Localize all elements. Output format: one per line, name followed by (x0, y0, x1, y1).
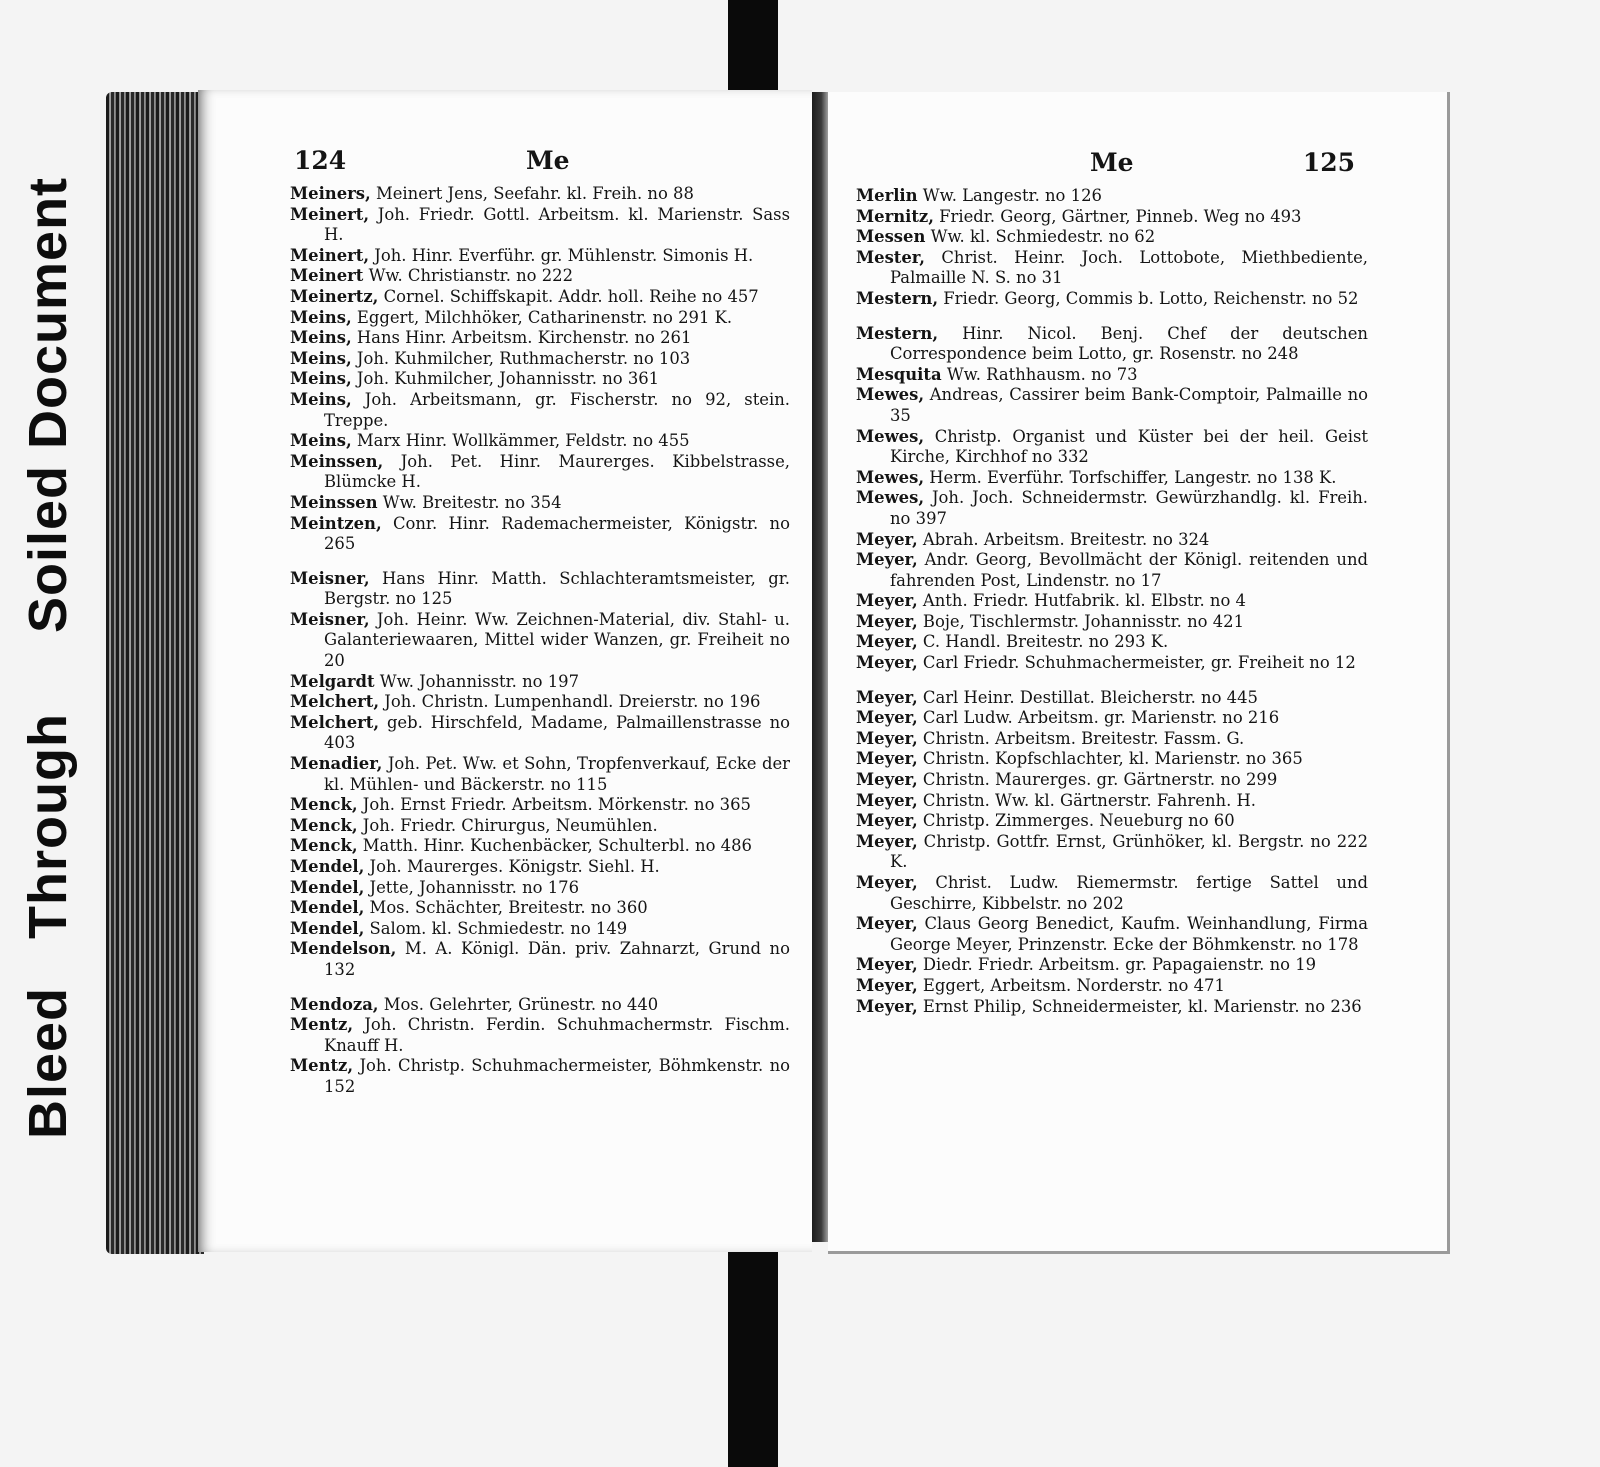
binding-strap-bottom (728, 1228, 778, 1467)
directory-entry (290, 493, 790, 514)
entry-details: Mos. Gelehrter, Grünestr. no 440 (383, 994, 659, 1014)
entry-surname: Meyer, (856, 975, 918, 995)
entry-surname: Meyer, (856, 790, 918, 810)
directory-entry (290, 349, 790, 370)
directory-entry (290, 514, 790, 555)
entry-surname: Meyer, (856, 687, 918, 707)
directory-entry (290, 857, 790, 878)
directory-entry (290, 713, 790, 754)
entry-surname: Meins, (290, 328, 352, 348)
entry-details: Jette, Johannisstr. no 176 (369, 877, 579, 897)
entry-details: Matth. Hinr. Kuchenbäcker, Schulterbl. no 486 (362, 836, 752, 856)
directory-entry (856, 632, 1368, 653)
entry-details: Christp. Zimmerges. Neueburg no 60 (922, 811, 1235, 831)
entry-details: Joh. Christn. Ferdin. Schuhmachermstr. Fischm. Knauff H. (324, 1015, 790, 1055)
directory-entry (856, 688, 1368, 709)
entry-details: Hans Hinr. Matth. Schlachteramtsmeister, gr. Bergstr. no 125 (324, 568, 791, 609)
directory-entry (856, 749, 1368, 770)
left-page (198, 90, 812, 1252)
entry-details: Andreas, Cassirer beim Bank-Comptoir, Palmaille no 35 (890, 385, 1368, 425)
entry-details: Mos. Schächter, Breitestr. no 360 (369, 898, 648, 918)
entry-details: Christn. Kopfschlachter, kl. Marienstr. no 365 (922, 749, 1303, 769)
directory-entry (290, 816, 790, 837)
directory-entry (856, 385, 1368, 426)
entry-details: Joh. Heinr. Ww. Zeichnen-Material, div. Stahl- u. Galanteriewaaren, Mittel wider Wanzen, gr. Freiheit no 20 (324, 609, 790, 671)
directory-entry (290, 308, 790, 329)
entry-details: C. Handl. Breitestr. no 293 K. (922, 632, 1169, 652)
directory-entry (856, 955, 1368, 976)
entry-surname: Meiners, (290, 184, 371, 203)
directory-entry (856, 791, 1368, 812)
left-page-header (198, 146, 812, 186)
directory-entry (290, 795, 790, 816)
entry-details: Ernst Philip, Schneidermeister, kl. Marienstr. no 236 (922, 996, 1362, 1016)
entry-details: Joh. Friedr. Chirurgus, Neumühlen. (362, 815, 658, 835)
directory-entry (856, 914, 1368, 955)
entry-details: Joh. Joch. Schneidermstr. Gewürzhandlg. kl. Freih. no 397 (890, 488, 1368, 528)
entry-surname: Meyer, (856, 653, 918, 673)
directory-entry (856, 729, 1368, 750)
entry-details: Friedr. Georg, Commis b. Lotto, Reichenstr. no 52 (943, 288, 1359, 308)
entry-details: Andr. Georg, Bevollmächt der Königl. reitenden und fahrenden Post, Lindenstr. no 17 (890, 550, 1369, 590)
entry-details: Christn. Ww. kl. Gärtnerstr. Fahrenh. H. (922, 790, 1256, 810)
entry-surname: Meins, (290, 431, 352, 451)
directory-entry (856, 997, 1368, 1018)
entry-surname: Mentz, (290, 1015, 354, 1035)
entry-surname: Mewes, (856, 426, 925, 446)
entry-surname: Melgardt (290, 671, 375, 691)
entry-surname: Meins, (290, 389, 352, 409)
entry-details: Hans Hinr. Arbeitsm. Kirchenstr. no 261 (356, 328, 692, 348)
entry-surname: Meyer, (856, 550, 918, 570)
entry-surname: Mentz, (290, 1056, 354, 1076)
directory-entry (856, 612, 1368, 633)
entry-details: Conr. Hinr. Rademachermeister, Königstr. no 265 (324, 513, 790, 554)
directory-entry (290, 754, 790, 795)
entry-surname: Menck, (290, 836, 358, 856)
stamp-word-through: Through (18, 712, 79, 939)
entry-details: Joh. Hinr. Everführ. gr. Mühlenstr. Simonis H. (374, 245, 754, 265)
entry-details: Abrah. Arbeitsm. Breitestr. no 324 (922, 529, 1210, 549)
entry-details: Joh. Christp. Schuhmachermeister, Böhmkenstr. no 152 (324, 1056, 791, 1096)
entry-details: Ww. Rathhausm. no 73 (946, 364, 1138, 384)
directory-entry (856, 186, 1368, 207)
entry-details: Carl Heinr. Destillat. Bleicherstr. no 445 (922, 687, 1258, 707)
right-page-number: 125 (1302, 148, 1355, 177)
entry-surname: Messen (856, 227, 926, 247)
entry-details: Marx Hinr. Wollkämmer, Feldstr. no 455 (356, 431, 690, 451)
right-page-header (828, 148, 1447, 188)
entry-surname: Meyer, (856, 831, 918, 851)
entry-details: Joh. Maurerges. Königstr. Siehl. H. (369, 857, 660, 876)
entry-surname: Mesquita (856, 364, 942, 384)
left-page-entries (290, 184, 790, 1098)
entry-details: Meinert Jens, Seefahr. kl. Freih. no 88 (375, 184, 694, 203)
entry-details: Christn. Maurerges. gr. Gärtnerstr. no 299 (922, 770, 1278, 790)
directory-entry (856, 468, 1368, 489)
entry-details: Joh. Kuhmilcher, Johannisstr. no 361 (356, 369, 660, 389)
entry-surname: Meyer, (856, 708, 918, 728)
directory-entry (290, 246, 790, 267)
directory-entry (290, 328, 790, 349)
entry-details: Christ. Heinr. Joch. Lottobote, Miethbediente, Palmaille N. S. no 31 (890, 247, 1369, 288)
bleed-through-stamp (18, 140, 79, 1175)
entry-surname: Mendoza, (290, 994, 379, 1014)
directory-entry (856, 207, 1368, 228)
entry-details: Christn. Arbeitsm. Breitestr. Fassm. G. (922, 728, 1245, 748)
entry-details: geb. Hirschfeld, Madame, Palmaillenstrasse no 403 (324, 712, 791, 753)
entry-surname: Mernitz, (856, 206, 934, 226)
entry-surname: Mestern, (856, 288, 939, 308)
entry-details: Ww. Johannisstr. no 197 (379, 671, 580, 691)
entry-surname: Meyer, (856, 591, 918, 611)
left-page-number: 124 (294, 146, 347, 175)
directory-entry (856, 530, 1368, 551)
entry-details: Joh. Arbeitsmann, gr. Fischerstr. no 92, stein. Treppe. (324, 389, 790, 430)
entry-surname: Meins, (290, 369, 352, 389)
entry-surname: Meyer, (856, 749, 918, 769)
directory-entry (290, 266, 790, 287)
right-page (828, 92, 1450, 1254)
stamp-word-bleed: Bleed (18, 986, 79, 1139)
entry-details: Ww. Breitestr. no 354 (382, 492, 562, 512)
directory-entry (856, 976, 1368, 997)
entry-surname: Mendel, (290, 877, 365, 897)
directory-entry (290, 610, 790, 672)
entry-details: Hinr. Nicol. Benj. Chef der deutschen Correspondence beim Lotto, gr. Rosenstr. no 248 (890, 323, 1368, 364)
entry-surname: Mendel, (290, 898, 365, 918)
entry-surname: Meyer, (856, 770, 918, 790)
entry-details: Diedr. Friedr. Arbeitsm. gr. Papagaienstr. no 19 (922, 955, 1317, 975)
entry-details: Christp. Organist und Küster bei der heil. Geist Kirche, Kirchhof no 332 (890, 426, 1368, 467)
entry-surname: Merlin (856, 186, 918, 205)
entry-surname: Meyer, (856, 955, 918, 975)
entry-surname: Melchert, (290, 692, 380, 712)
directory-entry (290, 1056, 790, 1097)
entry-surname: Meyer, (856, 996, 918, 1016)
right-page-abbreviation: Me (1090, 148, 1134, 177)
directory-entry (856, 591, 1368, 612)
entry-details: Salom. kl. Schmiedestr. no 149 (369, 918, 628, 938)
entry-details: M. A. Königl. Dän. priv. Zahnarzt, Grund no 132 (324, 939, 790, 979)
entry-surname: Menadier, (290, 754, 383, 774)
entry-surname: Meisner, (290, 568, 370, 588)
entry-details: Claus Georg Benedict, Kaufm. Weinhandlung, Firma George Meyer, Prinzenstr. Ecke der Böhmkenstr. no 178 (890, 914, 1368, 954)
directory-entry (856, 770, 1368, 791)
directory-entry (856, 365, 1368, 386)
entry-details: Eggert, Milchhöker, Catharinenstr. no 291 K. (356, 307, 733, 327)
entry-surname: Mestern, (856, 323, 939, 343)
entry-surname: Mewes, (856, 467, 925, 487)
directory-entry (856, 427, 1368, 468)
entry-surname: Meintzen, (290, 513, 382, 533)
entry-details: Joh. Friedr. Gottl. Arbeitsm. kl. Marienstr. Sass H. (324, 204, 790, 245)
entry-surname: Meyer, (856, 914, 918, 934)
stamp-word-soiled-document: Soiled Document (18, 176, 79, 633)
entry-surname: Meyer, (856, 529, 918, 549)
directory-entry (290, 836, 790, 857)
entry-surname: Meinert, (290, 245, 370, 265)
directory-entry (856, 873, 1368, 914)
entry-surname: Melchert, (290, 712, 380, 732)
entry-surname: Mendel, (290, 918, 365, 938)
directory-entry (290, 672, 790, 693)
entry-surname: Meyer, (856, 611, 918, 631)
entry-surname: Meinert, (290, 204, 370, 224)
entry-surname: Menck, (290, 795, 358, 815)
entry-details: Christ. Ludw. Riemermstr. fertige Sattel und Geschirre, Kibbelstr. no 202 (890, 873, 1368, 913)
entry-details: Ww. kl. Schmiedestr. no 62 (930, 227, 1156, 247)
directory-entry (290, 452, 790, 493)
directory-entry (290, 569, 790, 610)
entry-details: Boje, Tischlermstr. Johannisstr. no 421 (922, 611, 1245, 631)
directory-entry (856, 653, 1368, 674)
entry-details: Friedr. Georg, Gärtner, Pinneb. Weg no 493 (939, 206, 1302, 226)
entry-details: Joh. Ernst Friedr. Arbeitsm. Mörkenstr. no 365 (362, 795, 751, 815)
entry-surname: Meisner, (290, 609, 370, 629)
directory-entry (856, 488, 1368, 529)
directory-entry (290, 369, 790, 390)
entry-surname: Meins, (290, 348, 352, 368)
directory-entry (290, 692, 790, 713)
entry-details: Joh. Pet. Hinr. Maurerges. Kibbelstrasse, Blümcke H. (324, 451, 790, 492)
directory-entry (856, 248, 1368, 289)
entry-details: Carl Ludw. Arbeitsm. gr. Marienstr. no 216 (922, 708, 1280, 728)
directory-entry (290, 1015, 790, 1056)
directory-entry (290, 431, 790, 452)
directory-entry (290, 390, 790, 431)
right-page-entries (856, 186, 1368, 1017)
directory-entry (290, 878, 790, 899)
entry-surname: Meyer, (856, 811, 918, 831)
entry-surname: Meinssen (290, 492, 378, 512)
entry-surname: Meyer, (856, 873, 918, 892)
entry-surname: Menck, (290, 815, 358, 835)
entry-details: Ww. Christianstr. no 222 (368, 266, 574, 286)
entry-details: Carl Friedr. Schuhmachermeister, gr. Freiheit no 12 (922, 653, 1356, 673)
entry-details: Ww. Langestr. no 126 (922, 186, 1102, 205)
directory-entry (290, 184, 790, 205)
directory-entry (290, 995, 790, 1016)
entry-surname: Mendel, (290, 857, 365, 876)
entry-surname: Meyer, (856, 632, 918, 652)
entry-details: Eggert, Arbeitsm. Norderstr. no 471 (922, 975, 1225, 995)
entry-surname: Meinertz, (290, 286, 379, 306)
entry-details: Cornel. Schiffskapit. Addr. holl. Reihe no 457 (383, 286, 759, 306)
entry-details: Anth. Friedr. Hutfabrik. kl. Elbstr. no 4 (922, 591, 1246, 611)
entry-surname: Mewes, (856, 488, 925, 508)
directory-entry (856, 324, 1368, 365)
entry-details: Joh. Christn. Lumpenhandl. Dreierstr. no 196 (384, 692, 761, 712)
directory-entry (856, 550, 1368, 591)
entry-surname: Meinert (290, 266, 364, 286)
directory-entry (290, 287, 790, 308)
entry-surname: Mewes, (856, 385, 925, 405)
entry-details: Joh. Kuhmilcher, Ruthmacherstr. no 103 (356, 348, 691, 368)
directory-entry (290, 205, 790, 246)
entry-surname: Meins, (290, 307, 352, 327)
entry-surname: Mester, (856, 247, 925, 267)
entry-surname: Meinssen, (290, 451, 384, 471)
directory-entry (856, 832, 1368, 873)
directory-entry (856, 811, 1368, 832)
entry-surname: Meyer, (856, 728, 918, 748)
directory-entry (290, 898, 790, 919)
stamp-text (17, 176, 79, 1138)
directory-entry (290, 919, 790, 940)
entry-details: Christp. Gottfr. Ernst, Grünhöker, kl. Bergstr. no 222 K. (890, 831, 1368, 872)
directory-entry (856, 708, 1368, 729)
entry-surname: Mendelson, (290, 939, 397, 959)
book-spine-edges (106, 92, 204, 1254)
entry-details: Joh. Pet. Ww. et Sohn, Tropfenverkauf, Ecke der kl. Mühlen- und Bäckerstr. no 115 (324, 754, 791, 794)
directory-entry (856, 289, 1368, 310)
directory-entry (856, 227, 1368, 248)
entry-details: Herm. Everführ. Torfschiffer, Langestr. no 138 K. (929, 467, 1337, 487)
left-page-abbreviation: Me (526, 146, 570, 175)
directory-entry (290, 939, 790, 980)
